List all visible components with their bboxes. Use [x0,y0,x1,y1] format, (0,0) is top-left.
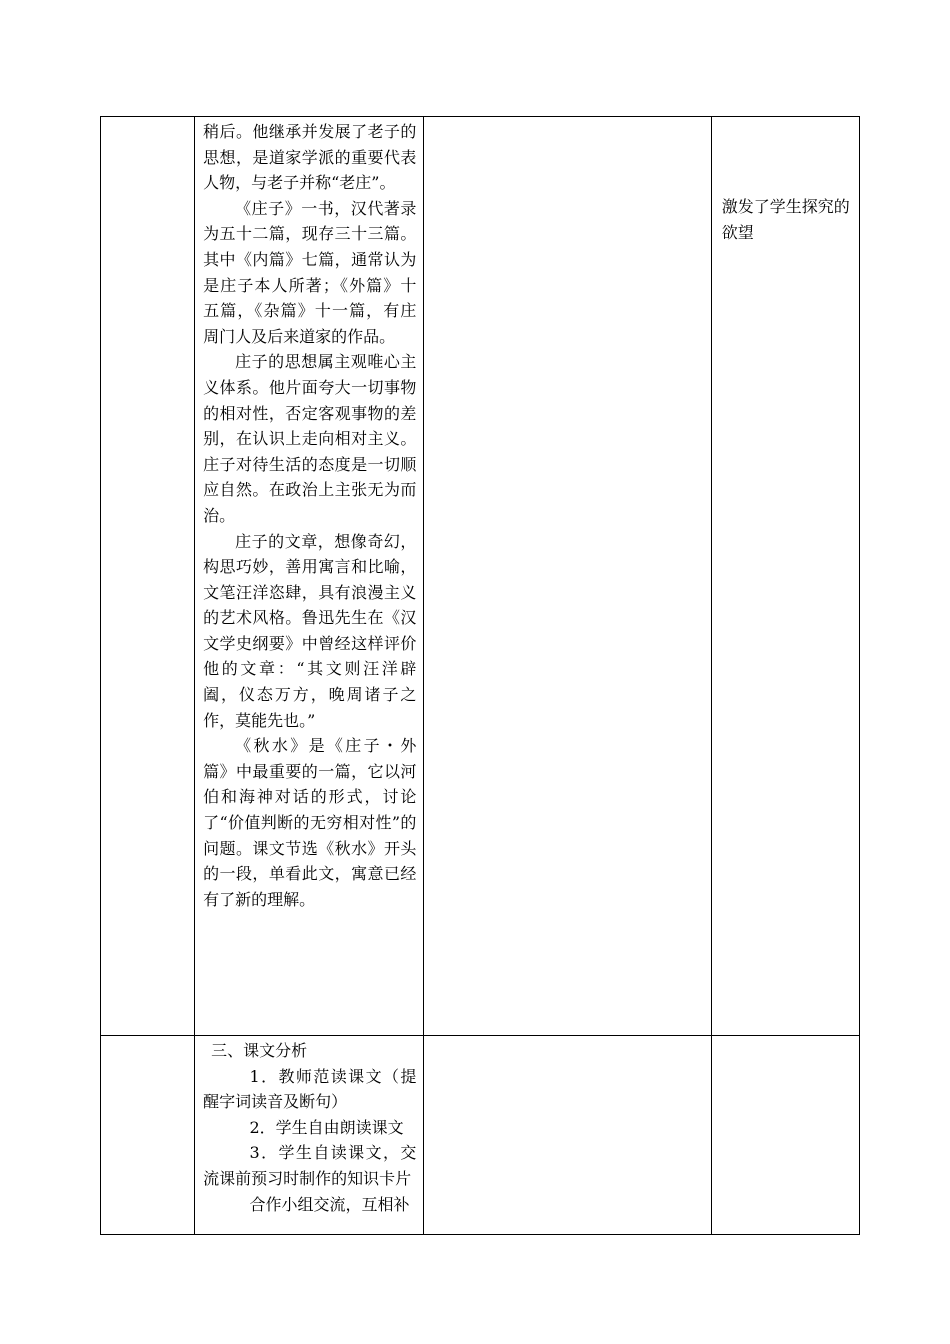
paragraph: 庄子的文章，想像奇幻，构思巧妙，善用寓言和比喻，文笔汪洋恣肆，具有浪漫主义的艺术风格。鲁迅先生在《汉文学史纲要》中曾经这样评价他的文章：“其文则汪洋辟阖，仪态万方，晚周诸子之作，莫能先也。” [203,531,417,730]
design-intent-cell [711,117,859,1036]
content-cell [195,117,424,1036]
design-intent-cell [711,1036,859,1235]
table-row [101,1036,860,1235]
step-item: 3．学生自读课文，交流课前预习时制作的知识卡片 [203,1143,417,1188]
student-activity-cell [424,117,711,1036]
paragraph: 《秋水》是《庄子・外篇》中最重要的一篇，它以河伯和海神对话的形式，讨论了“价值判断的无穷相对性”的问题。课文节选《秋水》开头的一段，单看此文，寓意已经有了新的理解。 [203,736,417,909]
student-activity-cell [424,1036,711,1235]
step-item: 2．学生自由朗读课文 [249,1117,404,1137]
step-cell [101,1036,195,1235]
table-row [101,117,860,1036]
step-cell [101,117,195,1036]
lesson-plan-table [100,116,860,1235]
paragraph: 稍后。他继承并发展了老子的思想，是道家学派的重要代表人物，与老子并称“老庄”。 [203,122,417,193]
paragraph: 《庄子》一书，汉代著录为五十二篇，现存三十三篇。其中《内篇》七篇，通常认为是庄子本人所著；《外篇》十五篇，《杂篇》十一篇，有庄周门人及后来道家的作品。 [203,198,417,346]
activity-text: 合作小组交流，互相补 [249,1194,410,1214]
content-cell [195,1036,424,1235]
section-heading: 三、课文分析 [211,1041,308,1060]
paragraph: 庄子的思想属主观唯心主义体系。他片面夸大一切事物的相对性，否定客观事物的差 别，在认识上走向相对主义。庄子对待生活的态度是一切顺应自然。在政治上主张无为而 治。 [203,352,417,525]
design-intent-text: 激发了学生探究的欲望 [721,197,850,242]
step-item: 1．教师范读课文（提醒字词读音及断句） [203,1066,417,1112]
